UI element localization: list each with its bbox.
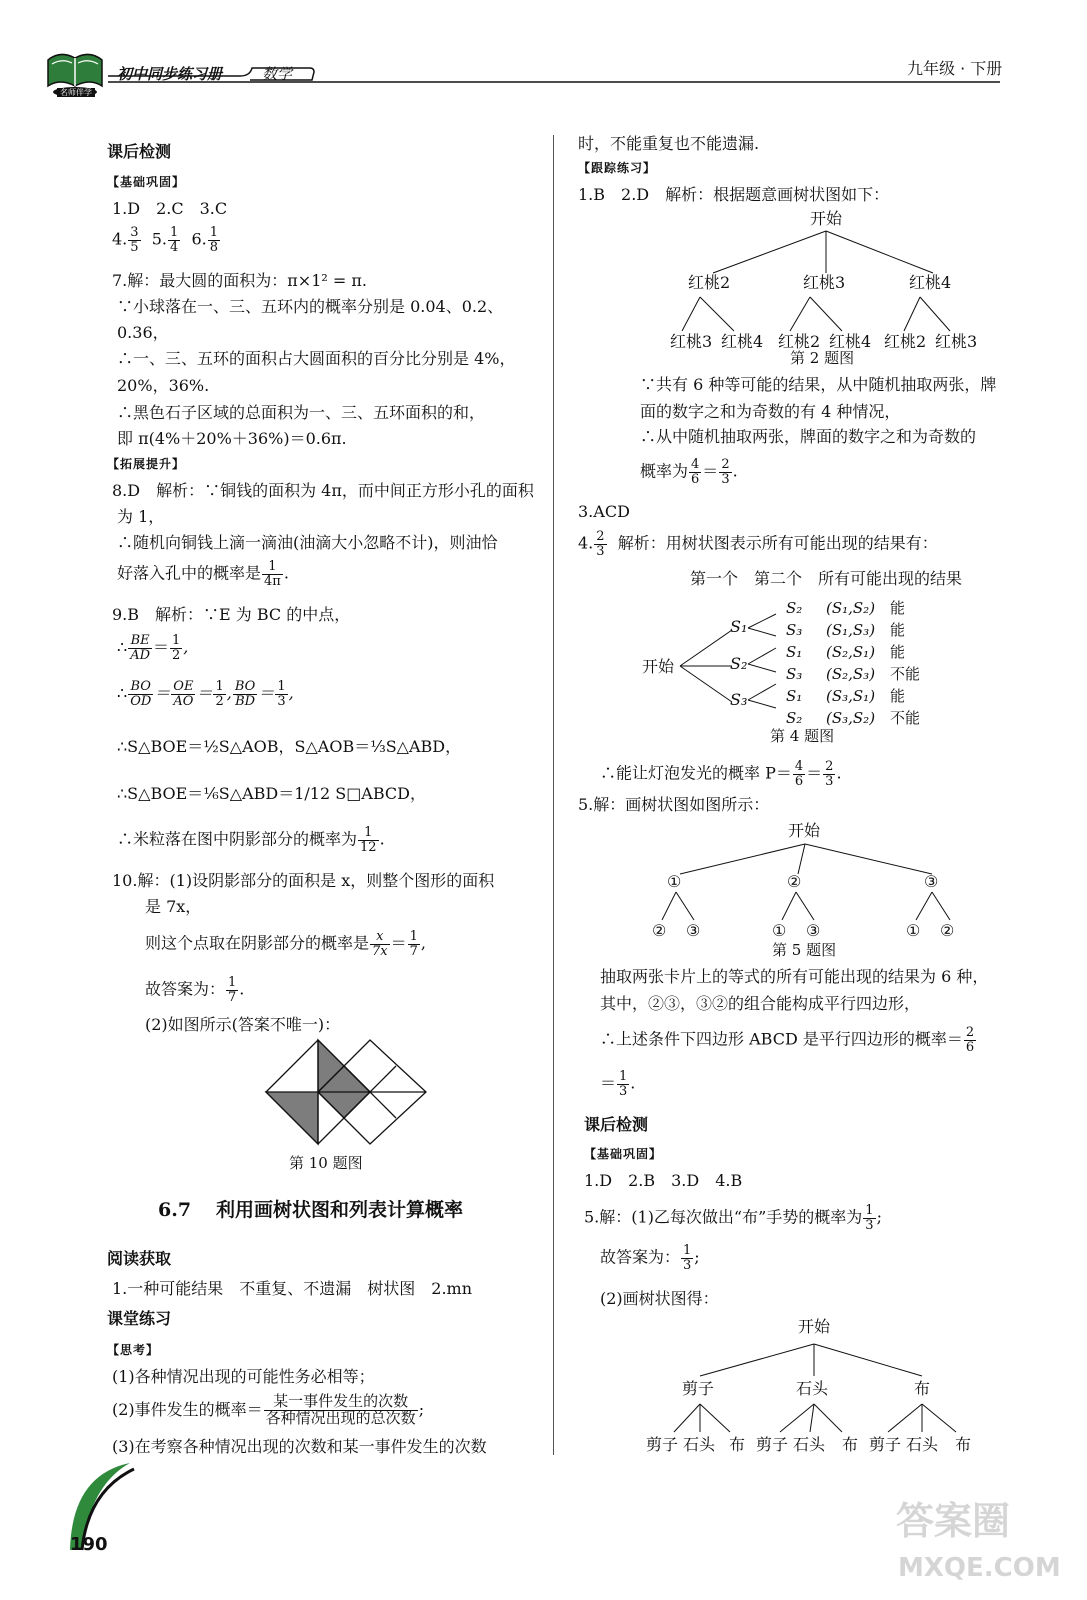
section-title: 课后检测	[584, 1115, 649, 1134]
tree-node: S₂	[786, 709, 803, 727]
figure-caption: 第 10 题图	[289, 1154, 363, 1172]
section-title: 课后检测	[107, 142, 172, 161]
text-line: ∴黑色石子区域的总面积为一、三、五环面积的和，	[117, 403, 486, 422]
tree-leaf: ③	[686, 921, 701, 940]
tree-node: S₃	[730, 690, 748, 709]
tree-leaf: ②	[940, 921, 955, 940]
tree-leaf: ①	[906, 921, 921, 940]
formula-line: ∴ $\frac{BE}{AD}$ ＝ $\frac{1}{2}$ ,	[117, 633, 189, 663]
tree-node: S₁	[786, 643, 803, 661]
outcome-pair: (S₃,S₁)	[826, 687, 876, 705]
tree-header: 第一个 第二个 所有可能出现的结果	[690, 569, 963, 588]
section-number: 6.7	[158, 1199, 192, 1221]
tree-leaf: 红桃3	[670, 332, 713, 351]
tree-leaf: 剪子	[756, 1435, 789, 1454]
text-line: (2)画树状图得：	[600, 1289, 719, 1308]
tree-root: 开始	[788, 821, 821, 840]
outcome-result: 不能	[890, 709, 921, 727]
text-line: ∴随机向铜钱上滴一滴油(油滴大小忽略不计)，则油恰	[117, 533, 498, 552]
formula-line: ∴ $\frac{BO}{OD}$ ＝ $\frac{OE}{AO}$ ＝ $\frac{1}{2}$ , $\frac{BO}{BD}$ ＝ $\frac{1}{3}$ ,	[117, 679, 294, 709]
text-line: ∴一、三、五环的面积占大圆面积的百分比分别是 4%，	[117, 349, 516, 368]
figure-caption: 第 2 题图	[790, 349, 855, 367]
fraction: $\frac{3}{5}$	[130, 225, 139, 255]
text-line: 为 1，	[117, 507, 165, 526]
text-line: 其中，②③，③②的组合能构成平行四边形，	[600, 994, 921, 1013]
figure-10	[262, 1035, 432, 1150]
text-line: (2)事件发生的概率＝ $\frac{\text{某一事件发生的次数}}{\text{各种情况出现的总次数}}$ ;	[112, 1392, 425, 1427]
text-line: ∵小球落在一、三、五环内的概率分别是 0.04、0.2、	[117, 297, 504, 316]
tree-root: 开始	[810, 209, 843, 228]
text-line: ∴从中随机抽取两张，牌面的数字之和为奇数的	[640, 427, 977, 446]
grade-label: 九年级 · 下册	[907, 59, 1003, 78]
book-title: 初中同步练习册	[117, 65, 223, 83]
tree-node: S₂	[786, 599, 803, 617]
text-line: 7.解：最大圆的面积为：π×1² = π.	[112, 271, 367, 290]
tree-leaf: 红桃2	[884, 332, 927, 351]
tree-node: S₁	[730, 617, 748, 636]
figure-caption: 第 5 题图	[772, 941, 837, 959]
tree-root: 开始	[642, 657, 675, 676]
answer-line-fractions: 4. $\frac{3}{5}$ 5. $\frac{1}{4}$ 6. $\frac{1}{8}$	[112, 225, 218, 255]
text-line: 故答案为： $\frac{1}{3}$ ;	[600, 1243, 700, 1273]
text-line: 4. $\frac{2}{3}$ 解析：用树状图表示所有可能出现的结果有：	[578, 529, 938, 559]
text-line: 20%，36%.	[117, 376, 210, 395]
formula-line: ∴S△BOE＝⅙S△ABD＝1/12 S□ABCD，	[117, 784, 426, 803]
text-line: 面的数字之和为奇数的有 4 种情况，	[640, 402, 901, 421]
tree-leaf: 剪子	[646, 1435, 679, 1454]
text-line: 1.B 2.D 解析：根据题意画树状图如下：	[578, 185, 890, 204]
header-rule	[100, 59, 1003, 90]
text-line: 0.36，	[117, 323, 169, 342]
tag-track: 【跟踪练习】	[578, 161, 657, 175]
text-line: 8.D 解析：∵铜钱的面积为 4π，而中间正方形小孔的面积	[112, 481, 534, 500]
subsection-title: 阅读获取	[107, 1249, 172, 1268]
figure-caption: 第 4 题图	[770, 727, 835, 745]
text-line: 5.解：(1)乙每次做出“布”手势的概率为 $\frac{1}{3}$ ;	[584, 1203, 882, 1233]
tree-leaf: 红桃2	[778, 332, 821, 351]
tree-leaf: 红桃3	[935, 332, 978, 351]
tree-node: 剪子	[682, 1379, 715, 1398]
text-line: 概率为 $\frac{4}{6}$ ＝ $\frac{2}{3}$ .	[640, 457, 738, 487]
tree-leaf: 布	[955, 1435, 972, 1454]
outcome-pair: (S₁,S₂)	[826, 599, 876, 617]
tree-root: 开始	[798, 1317, 831, 1336]
fraction: $\frac{1}{4\pi}$	[264, 559, 281, 589]
page-number: 190	[70, 1534, 108, 1555]
watermark-url: MXQE.COM	[898, 1553, 1061, 1583]
text-line: 即 π(4%＋20%＋36%)＝0.6π.	[117, 429, 347, 448]
outcome-pair: (S₂,S₁)	[826, 643, 876, 661]
tree-node: 红桃4	[909, 273, 952, 292]
text-line: 故答案为： $\frac{1}{7}$ .	[145, 975, 245, 1005]
text-line: ＝ $\frac{1}{3}$ .	[600, 1069, 636, 1099]
text-line: 是 7x，	[145, 897, 202, 916]
fraction: $\frac{1}{4}$	[169, 225, 179, 255]
text-line: (3)在考察各种情况出现的次数和某一事件发生的次数	[112, 1437, 487, 1456]
subject-label: 数学	[262, 65, 293, 83]
text-line: 则这个点取在阴影部分的概率是 $\frac{x}{7x}$ ＝ $\frac{1}{7}$ ,	[145, 929, 427, 959]
text-line: 时，不能重复也不能遗漏.	[578, 134, 760, 153]
logo-badge: 名师伴学	[57, 88, 95, 97]
fraction: $\frac{1}{8}$	[209, 225, 218, 255]
tree-leaf: ②	[652, 921, 667, 940]
text-line: 抽取两张卡片上的等式的所有可能出现的结果为 6 种，	[600, 967, 989, 986]
tree-node: 布	[914, 1379, 931, 1398]
text-line: 1.一种可能结果 不重复、不遗漏 树状图 2.mn	[112, 1279, 473, 1298]
tag-extend: 【拓展提升】	[107, 457, 186, 471]
tree-node: ③	[924, 872, 939, 891]
outcome-pair: (S₃,S₂)	[826, 709, 876, 727]
tree-node: S₂	[730, 654, 748, 673]
text-line: 9.B 解析：∵E 为 BC 的中点，	[112, 605, 351, 624]
tree-node: ①	[667, 872, 682, 891]
tree-node: S₃	[786, 665, 803, 683]
text-line: (2)如图所示(答案不唯一)：	[145, 1015, 341, 1034]
answer-line: 1.D 2.B 3.D 4.B	[584, 1171, 743, 1190]
text-line: (1)各种情况出现的可能性务必相等；	[112, 1367, 375, 1386]
section-heading: 利用画树状图和列表计算概率	[216, 1199, 464, 1221]
tree-node: 红桃3	[803, 273, 846, 292]
answer-line: 1.D 2.C 3.C	[112, 199, 228, 218]
tree-node: S₃	[786, 621, 803, 639]
tag-think: 【思考】	[107, 1343, 160, 1357]
tree-leaf: 布	[729, 1435, 746, 1454]
column-divider	[553, 135, 554, 1455]
tree-leaf: 红桃4	[721, 332, 764, 351]
text-line: ∴上述条件下四边形 ABCD 是平行四边形的概率＝ $\frac{2}{6}$	[600, 1025, 975, 1055]
text-line: ∴能让灯泡发光的概率 P＝ $\frac{4}{6}$ ＝ $\frac{2}{3}$ .	[600, 759, 842, 789]
tree-leaf: 剪子	[869, 1435, 902, 1454]
text-line: 10.解：(1)设阴影部分的面积是 x，则整个图形的面积	[112, 871, 495, 890]
outcome-result: 能	[890, 599, 906, 617]
text-line: ∵共有 6 种等可能的结果，从中随机抽取两张，牌	[640, 375, 997, 394]
outcome-result: 不能	[890, 665, 921, 683]
formula-line: ∴S△BOE＝½S△AOB，S△AOB＝⅓S△ABD，	[117, 737, 462, 756]
tag-basic: 【基础巩固】	[584, 1147, 663, 1161]
tree-leaf: 石头	[793, 1435, 826, 1454]
tree-leaf: 红桃4	[829, 332, 872, 351]
tree-leaf: 石头	[683, 1435, 716, 1454]
outcome-result: 能	[890, 621, 906, 639]
tree-node: ②	[787, 872, 802, 891]
tree-leaf: ①	[772, 921, 787, 940]
outcome-result: 能	[890, 687, 906, 705]
watermark	[890, 1500, 1080, 1595]
subsection-title: 课堂练习	[107, 1309, 172, 1328]
tree-leaf: 石头	[906, 1435, 939, 1454]
tree-leaf: 布	[842, 1435, 859, 1454]
outcome-result: 能	[890, 643, 906, 661]
tree-leaf: ③	[806, 921, 821, 940]
text-line: 5.解：画树状图如图所示：	[578, 795, 770, 814]
text-line: ∴米粒落在图中阴影部分的概率为 $\frac{1}{12}$ .	[117, 825, 385, 855]
text-line: 好落入孔中的概率是 $\frac{1}{4\pi}$ .	[117, 559, 289, 589]
tree-node: S₁	[786, 687, 803, 705]
tree-node: 红桃2	[688, 273, 731, 292]
tag-basic: 【基础巩固】	[107, 175, 186, 189]
text-line: 3.ACD	[578, 502, 630, 521]
page-header	[0, 0, 1087, 100]
watermark-logo: 答案圈	[896, 1499, 1011, 1543]
tree-node: 石头	[796, 1379, 829, 1398]
outcome-pair: (S₁,S₃)	[826, 621, 876, 639]
outcome-pair: (S₂,S₃)	[826, 665, 876, 683]
